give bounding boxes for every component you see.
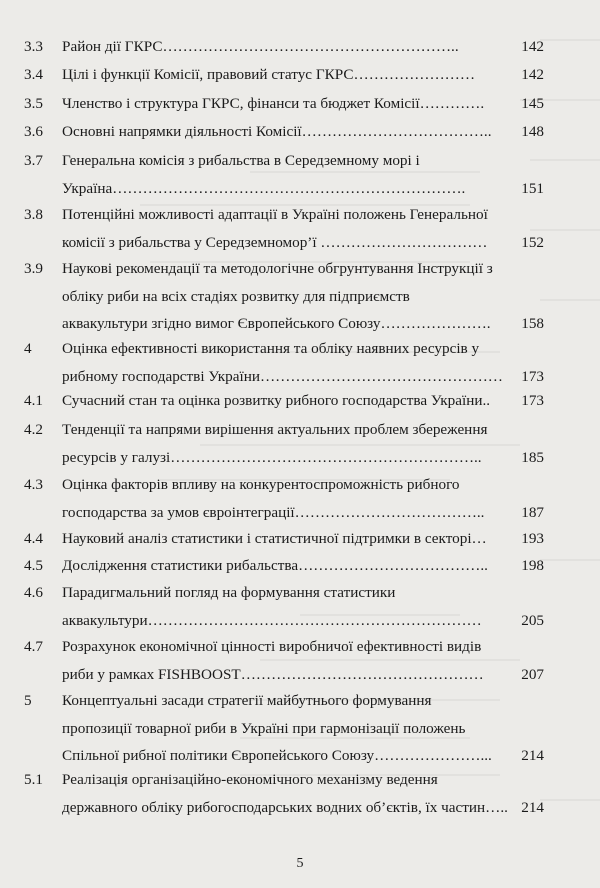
toc-entry-title-line: Сучасний стан та оцінка розвитку рибного господарства України.. xyxy=(62,392,491,409)
toc-entry-number: 4.6 xyxy=(24,584,43,601)
toc-entry-page: 151 xyxy=(521,179,544,197)
toc-entry-title-line: комісії з рибальства у Середземномор’ї …………………………… xyxy=(62,233,488,251)
toc-entry-number: 3.3 xyxy=(24,38,43,55)
toc-entry-title-line: Парадигмальний погляд на формування статистики xyxy=(62,584,396,601)
toc-entry-title-line: Основні напрямки діяльності Комісії……………………………….. xyxy=(62,123,492,140)
toc-entry-number: 4.4 xyxy=(24,530,43,547)
toc-entry-number: 3.9 xyxy=(24,260,43,277)
toc-entry-title-line: рибному господарстві України………………………………………… xyxy=(62,367,503,385)
toc-entry-number: 3.8 xyxy=(24,206,43,223)
toc-entry-number: 4.2 xyxy=(24,421,43,438)
toc-entry-page: 214 xyxy=(521,747,544,765)
toc-entry-number: 4.1 xyxy=(24,392,43,409)
toc-entry-title-line: Членство і структура ГКРС, фінанси та бюджет Комісії…………. xyxy=(62,95,485,112)
toc-entry-title-line: риби у рамках FISHBOOST………………………………………… xyxy=(62,665,484,683)
toc-entry-page: 185 xyxy=(521,448,544,466)
toc-entry-number: 5 xyxy=(24,692,32,709)
toc-entry-title-line: Спільної рибної політики Європейського Союзу…………………... xyxy=(62,747,492,765)
toc-entry-page: 142 xyxy=(521,66,544,83)
toc-entry-title-line: Потенційні можливості адаптації в Україні положень Генеральної xyxy=(62,206,488,223)
toc-entry-title-line: Дослідження статистики рибальства……………………………….. xyxy=(62,557,488,574)
toc-entry-page: 173 xyxy=(521,367,544,385)
toc-entry-page: 145 xyxy=(521,95,544,112)
toc-entry-title-line: Генеральна комісія з рибальства в Середземному морі і xyxy=(62,152,420,169)
toc-entry-page: 142 xyxy=(521,38,544,55)
toc-entry-number: 3.4 xyxy=(24,66,43,83)
toc-entry-number: 4 xyxy=(24,340,32,357)
toc-entry-page: 152 xyxy=(521,233,544,251)
toc-entry-title-line: Науковий аналіз статистики і статистичної підтримки в секторі… xyxy=(62,530,487,547)
toc-entry-title-line: Наукові рекомендації та методологічне обгрунтування Інструкції з xyxy=(62,260,493,277)
toc-entry-page: 207 xyxy=(521,665,544,683)
toc-entry-title-line: Оцінка ефективності використання та обліку наявних ресурсів у xyxy=(62,340,480,357)
toc-entry-title-line: Концептуальні засади стратегії майбутнього формування xyxy=(62,692,432,709)
page-number: 5 xyxy=(296,856,304,871)
toc-entry-page: 214 xyxy=(521,798,544,816)
toc-entry-page: 148 xyxy=(521,123,544,140)
toc-entry-page: 198 xyxy=(521,557,544,574)
toc-entry-number: 4.7 xyxy=(24,638,43,655)
toc-entry-number: 3.7 xyxy=(24,152,43,169)
toc-entry-number: 3.5 xyxy=(24,95,43,112)
toc-entry-title-line: Тенденції та напрями вирішення актуальних проблем збереження xyxy=(62,421,488,438)
toc-entry-title-line: Реалізація організаційно-економічного механізму ведення xyxy=(62,771,438,788)
toc-entry-page: 158 xyxy=(521,315,544,333)
toc-entry-number: 5.1 xyxy=(24,771,43,788)
toc-entry-title-line: господарства за умов євроінтеграції……………………………….. xyxy=(62,503,485,521)
toc-entry-title-line: Цілі і функції Комісії, правовий статус ГКРС…………………… xyxy=(62,66,476,83)
toc-entry-number: 4.5 xyxy=(24,557,43,574)
toc-entry-title-line: Район дії ГКРС………………………………………………….. xyxy=(62,38,459,55)
toc-entry-title-line: пропозиції товарної риби в Україні при гармонізації положень xyxy=(62,719,466,737)
toc-entry-title-line: Оцінка факторів впливу на конкурентоспроможність рибного xyxy=(62,476,460,493)
toc-entry-page: 173 xyxy=(521,392,544,409)
toc-entry-number: 3.6 xyxy=(24,123,43,140)
toc-entry-title-line: ресурсів у галузі…………………………………………………….. xyxy=(62,448,482,466)
toc-entry-title-line: Україна……………………………………………………………. xyxy=(62,179,466,197)
toc-entry-page: 205 xyxy=(521,611,544,629)
toc-entry-page: 193 xyxy=(521,530,544,547)
toc-entry-title-line: Розрахунок економічної цінності виробничої ефективності видів xyxy=(62,638,482,655)
toc-entry-title-line: державного обліку рибогосподарських водних об’єктів, їх частин….. xyxy=(62,798,508,816)
toc-entry-title-line: обліку риби на всіх стадіях розвитку для підприємств xyxy=(62,287,410,305)
toc-entry-title-line: аквакультури………………………………………………………… xyxy=(62,611,482,629)
toc-entry-number: 4.3 xyxy=(24,476,43,493)
toc-entry-title-line: аквакультури згідно вимог Європейського Союзу…………………. xyxy=(62,315,491,333)
toc-entry-page: 187 xyxy=(521,503,544,521)
